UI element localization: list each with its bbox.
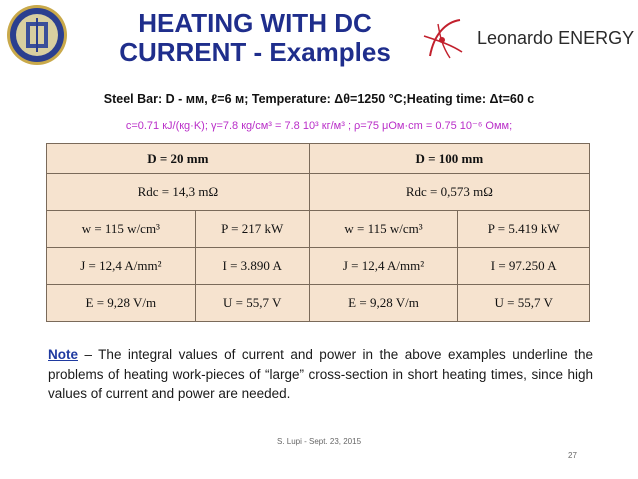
table-cell: w = 115 w/cm³ xyxy=(309,211,458,248)
note-label: Note xyxy=(48,347,78,362)
table-row xyxy=(47,285,590,322)
table-row-rdc xyxy=(47,174,590,211)
header-d100: D = 100 mm xyxy=(309,144,589,174)
table-cell: P = 217 kW xyxy=(195,211,309,248)
leonardo-energy-emblem-icon xyxy=(416,14,468,64)
table-cell: I = 3.890 A xyxy=(195,248,309,285)
table-cell: w = 115 w/cm³ xyxy=(47,211,196,248)
title-line-1: HEATING WITH DC xyxy=(138,8,372,38)
table-row xyxy=(47,248,590,285)
table-cell: U = 55,7 V xyxy=(195,285,309,322)
footer-credit: S. Lupi - Sept. 23, 2015 xyxy=(276,437,362,446)
university-seal-logo xyxy=(6,4,68,66)
table-cell: E = 9,28 V/m xyxy=(47,285,196,322)
rdc-d20: Rdc = 14,3 mΩ xyxy=(47,174,310,211)
table-row xyxy=(47,211,590,248)
logo-text: Leonardo ENERGY xyxy=(477,28,635,48)
table-cell: U = 55,7 V xyxy=(458,285,590,322)
material-properties: c=0.71 кJ/(кg·K); γ=7.8 кg/см³ = 7.8 10³ кг/м³ ; ρ=75 μОм·cm = 0.75 10⁻⁶ Омм; xyxy=(125,120,513,132)
note-text: – The integral values of current and power in the above examples underline the problems of heating work-pieces of “large” cross-section in short heating times, since high values of current and power are needed. xyxy=(48,347,593,401)
table-cell: J = 12,4 A/mm² xyxy=(309,248,458,285)
header-d20: D = 20 mm xyxy=(47,144,310,174)
results-table xyxy=(46,143,590,322)
note-paragraph xyxy=(48,345,593,404)
table-cell: I = 97.250 A xyxy=(458,248,590,285)
page-number: 27 xyxy=(568,451,577,460)
title-line-2: CURRENT - Examples xyxy=(119,37,391,67)
table-cell: J = 12,4 A/mm² xyxy=(47,248,196,285)
leonardo-energy-logo xyxy=(416,14,635,66)
table-header-row xyxy=(47,144,590,174)
table-cell: P = 5.419 kW xyxy=(458,211,590,248)
slide-title xyxy=(110,9,400,67)
rdc-d100: Rdc = 0,573 mΩ xyxy=(309,174,589,211)
table-cell: E = 9,28 V/m xyxy=(309,285,458,322)
problem-statement: Steel Bar: D - мм, ℓ=6 м; Temperature: Δθ=1250 °C;Heating time: Δt=60 c xyxy=(103,92,535,106)
